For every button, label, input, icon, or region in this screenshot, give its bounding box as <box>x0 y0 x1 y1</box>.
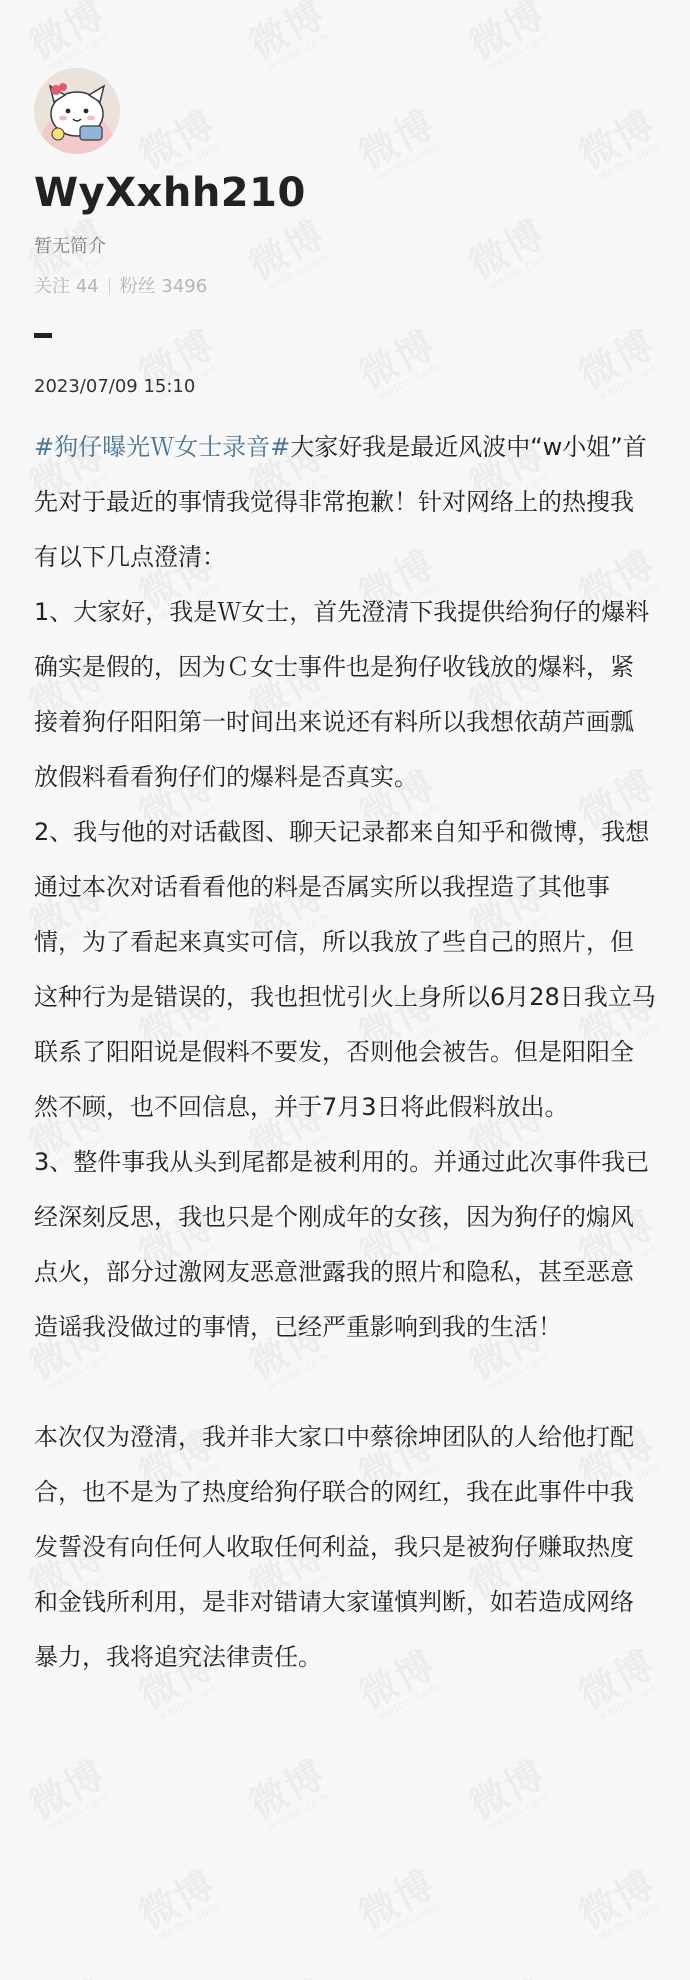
weibo-watermark <box>674 1319 690 1428</box>
post-point-1: 1、大家好，我是Ｗ女士，首先澄清下我提供给狗仔的爆料确实是假的，因为Ｃ女士事件也是狗仔收钱放的爆料，紧接着狗仔阳阳第一时间出来说还有料所以我想依葫芦画瓢放假料看看狗仔们的爆料是否真实。 <box>34 598 650 791</box>
watermark-text <box>133 1864 221 1935</box>
watermark-text <box>463 0 551 65</box>
watermark-text <box>23 1974 111 1980</box>
watermark-subtext <box>261 28 337 75</box>
watermark-text <box>243 0 331 65</box>
weibo-watermark <box>463 1974 557 1980</box>
weibo-watermark <box>674 879 690 988</box>
watermark-subtext <box>0 1898 7 1945</box>
weibo-watermark <box>243 0 337 75</box>
post-point-2: 2、我与他的对话截图、聊天记录都来自知乎和微博，我想通过本次对话看看他的料是否属实所以我捏造了其他事情，为了看起来真实可信，所以我放了些自己的照片，但这种行为是错误的，我也担忧引火上身所以6月28日我立马联系了阳阳说是假料不要发，否则他会被告。但是阳阳全然不顾，也不回信息，并于7月3日将此假料放出。 <box>34 818 656 1121</box>
weibo-watermark <box>674 1539 690 1648</box>
watermark-text <box>23 0 111 65</box>
weibo-watermark <box>0 1204 7 1285</box>
watermark-text <box>674 1539 690 1638</box>
watermark-subtext <box>371 358 447 405</box>
watermark-text <box>674 1099 690 1198</box>
watermark-text <box>674 879 690 978</box>
post-date: 2023/07/09 15:10 <box>34 376 196 397</box>
weibo-watermark <box>674 0 690 108</box>
watermark-text <box>243 214 331 285</box>
weibo-watermark <box>0 984 7 1065</box>
profile-bio: 暂无简介 <box>34 236 106 257</box>
watermark-text <box>463 1974 551 1980</box>
watermark-text <box>674 0 690 98</box>
watermark-text <box>0 1424 2 1495</box>
weibo-watermark <box>23 0 117 75</box>
following-stat[interactable] <box>34 276 99 297</box>
watermark-subtext <box>0 1018 7 1065</box>
watermark-text <box>0 1864 2 1935</box>
hashtag-link[interactable]: #狗仔曝光Ｗ女士录音# <box>34 433 291 461</box>
post-body <box>34 420 656 1685</box>
watermark-text <box>573 104 661 175</box>
weibo-watermark <box>573 324 667 405</box>
watermark-text <box>463 214 551 285</box>
watermark-text <box>353 1864 441 1935</box>
weibo-watermark <box>0 764 7 845</box>
watermark-subtext <box>481 248 557 295</box>
watermark-subtext <box>371 1898 447 1945</box>
watermark-text <box>674 1319 690 1418</box>
weibo-watermark <box>23 1974 117 1980</box>
cartoon-cat-avatar-icon <box>34 68 120 154</box>
watermark-subtext <box>0 358 7 405</box>
weibo-watermark <box>0 544 7 625</box>
watermark-text <box>674 219 690 318</box>
post-intro-text: 大家好我是最近风波中“w小姐”首先对于最近的事情我觉得非常抱歉！针对网络上的热搜我有以下几点澄清： <box>34 433 647 571</box>
weibo-watermark <box>0 1864 7 1945</box>
watermark-subtext <box>0 1678 7 1725</box>
weibo-watermark <box>573 104 667 185</box>
watermark-text <box>0 104 2 175</box>
watermark-text <box>243 1974 331 1980</box>
following-label: 关注 <box>34 276 70 297</box>
watermark-subtext <box>591 358 667 405</box>
weibo-watermark <box>0 104 7 185</box>
weibo-watermark <box>0 324 7 405</box>
weibo-watermark <box>674 659 690 768</box>
profile-stats <box>34 272 207 298</box>
watermark-text <box>243 1754 331 1825</box>
watermark-text <box>0 984 2 1055</box>
following-count: 44 <box>75 276 99 297</box>
weibo-watermark <box>463 214 557 295</box>
watermark-subtext <box>591 1898 667 1945</box>
watermark-text <box>463 1754 551 1825</box>
watermark-subtext <box>481 28 557 75</box>
stats-separator <box>109 278 110 294</box>
watermark-text <box>133 104 221 175</box>
weibo-watermark <box>23 1754 117 1835</box>
weibo-watermark <box>243 1754 337 1835</box>
weibo-watermark <box>0 1424 7 1505</box>
watermark-text <box>0 1644 2 1715</box>
watermark-subtext <box>261 1788 337 1835</box>
post-point-3: 3、整件事我从头到尾都是被利用的。并通过此次事件我已经深刻反思，我也只是个刚成年的女孩，因为狗仔的煽风点火，部分过激网友恶意泄露我的照片和隐私，甚至恶意造谣我没做过的事情，已经严重影响到我的生活！ <box>34 1148 650 1341</box>
weibo-watermark <box>463 0 557 75</box>
followers-stat[interactable] <box>120 276 208 297</box>
weibo-watermark <box>353 324 447 405</box>
followers-count: 3496 <box>161 276 208 297</box>
watermark-subtext <box>481 1788 557 1835</box>
post-closing-paragraph: 本次仅为澄清，我并非大家口中蔡徐坤团队的人给他打配合，也不是为了热度给狗仔联合的网红，我在此事件中我发誓没有向任何人收取任何利益，我只是被狗仔赚取热度和金钱所利用，是非对错请大家谨慎判断，如若造成网络暴力，我将追究法律责任。 <box>34 1423 634 1671</box>
watermark-text <box>674 1759 690 1858</box>
weibo-watermark <box>243 214 337 295</box>
watermark-text <box>353 104 441 175</box>
watermark-subtext <box>151 1898 227 1945</box>
watermark-subtext <box>0 1458 7 1505</box>
weibo-watermark <box>353 104 447 185</box>
weibo-watermark <box>463 1754 557 1835</box>
watermark-text <box>0 764 2 835</box>
weibo-watermark <box>674 439 690 548</box>
weibo-watermark <box>353 1864 447 1945</box>
watermark-text <box>573 324 661 395</box>
weibo-watermark <box>573 1864 667 1945</box>
weibo-watermark <box>133 1864 227 1945</box>
post-intro-paragraph <box>34 420 656 585</box>
watermark-subtext <box>591 138 667 185</box>
avatar[interactable] <box>34 68 120 154</box>
watermark-text <box>0 1204 2 1275</box>
weibo-watermark <box>243 1974 337 1980</box>
watermark-text <box>0 324 2 395</box>
weibo-watermark <box>0 1644 7 1725</box>
watermark-subtext <box>0 798 7 845</box>
weibo-watermark <box>674 1099 690 1208</box>
watermark-text <box>0 544 2 615</box>
watermark-subtext <box>41 1788 117 1835</box>
weibo-watermark <box>674 1759 690 1868</box>
followers-label: 粉丝 <box>119 276 156 297</box>
watermark-text <box>573 1864 661 1935</box>
watermark-subtext <box>371 138 447 185</box>
watermark-subtext <box>0 578 7 625</box>
watermark-subtext <box>0 1238 7 1285</box>
watermark-subtext <box>0 138 7 185</box>
watermark-text <box>674 439 690 538</box>
section-divider <box>34 333 52 338</box>
username[interactable]: WyXxhh210 <box>34 170 306 216</box>
watermark-text <box>23 1754 111 1825</box>
watermark-subtext <box>261 248 337 295</box>
paragraph-gap <box>34 1355 656 1410</box>
weibo-watermark <box>674 219 690 328</box>
watermark-text <box>353 324 441 395</box>
watermark-text <box>674 659 690 758</box>
